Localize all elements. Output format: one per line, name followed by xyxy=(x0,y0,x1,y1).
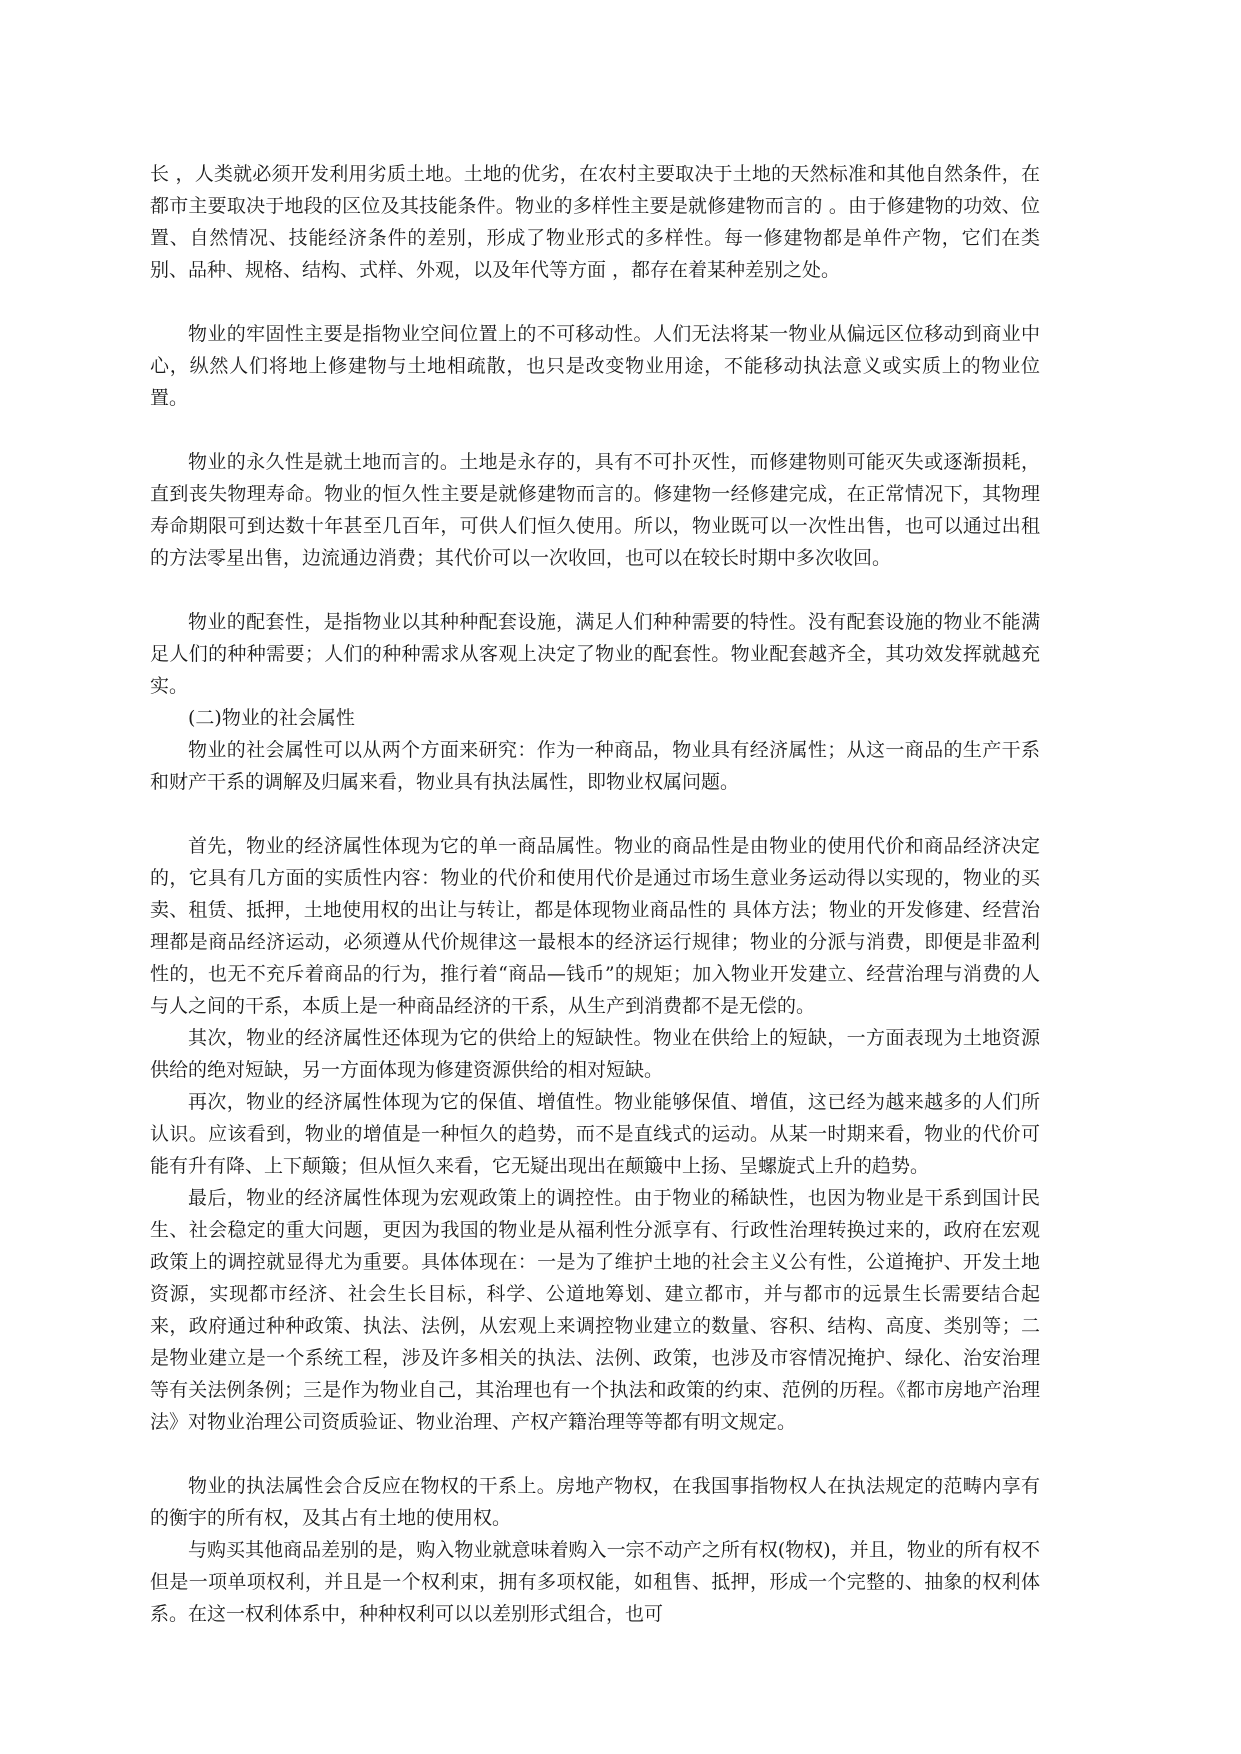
paragraph: 与购买其他商品差别的是，购入物业就意味着购入一宗不动产之所有权(物权)，并且，物业的所有权不但是一项单项权利，并且是一个权利束，拥有多项权能，如租售、抵押，形成一个完整的、抽象的权利体系。在这一权利体系中，种种权利可以以差别形式组合，也可 xyxy=(150,1539,1040,1625)
paragraph: 物业的执法属性会合反应在物权的干系上。房地产物权，在我国事指物权人在执法规定的范畴内享有的衡宇的所有权，及其占有土地的使用权。 xyxy=(150,1475,1040,1529)
paragraph: 物业的永久性是就土地而言的。土地是永存的，具有不可扑灭性，而修建物则可能灭失或逐渐损耗，直到丧失物理寿命。物业的恒久性主要是就修建物而言的。修建物一经修建完成，在正常情况下，其物理寿命期限可到达数十年甚至几百年，可供人们恒久使用。所以，物业既可以一次性出售，也可以通过出租的方法零星出售，边流通边消费；其代价可以一次收回，也可以在较长时期中多次收回。 xyxy=(150,451,1040,569)
paragraph: 再次，物业的经济属性体现为它的保值、增值性。物业能够保值、增值，这已经为越来越多的人们所认识。应该看到，物业的增值是一种恒久的趋势，而不是直线式的运动。从某一时期来看，物业的代价可能有升有降、上下颠簸；但从恒久来看，它无疑出现出在颠簸中上扬、呈螺旋式上升的趋势。 xyxy=(150,1091,1040,1177)
document-page xyxy=(150,158,1040,1630)
paragraph: 其次，物业的经济属性还体现为它的供给上的短缺性。物业在供给上的短缺，一方面表现为土地资源供给的绝对短缺，另一方面体现为修建资源供给的相对短缺。 xyxy=(150,1027,1040,1081)
paragraph: 物业的牢固性主要是指物业空间位置上的不可移动性。人们无法将某一物业从偏远区位移动到商业中心，纵然人们将地上修建物与土地相疏散，也只是改变物业用途，不能移动执法意义或实质上的物业位置。 xyxy=(150,323,1040,409)
paragraph: 长 ，人类就必须开发利用劣质土地。土地的优劣，在农村主要取决于土地的天然标准和其他自然条件，在都市主要取决于地段的区位及其技能条件。物业的多样性主要是就修建物而言的 。由于修建物的功效、位置、自然情况、技能经济条件的差别，形成了物业形式的多样性。每一修建物都是单件产物，它们在类别、品种、规格、结构、式样、外观，以及年代等方面 ，都存在着某种差别之处。 xyxy=(150,163,1040,281)
paragraph: 最后，物业的经济属性体现为宏观政策上的调控性。由于物业的稀缺性，也因为物业是干系到国计民生、社会稳定的重大问题，更因为我国的物业是从福利性分派享有、行政性治理转换过来的，政府在宏观政策上的调控就显得尤为重要。具体体现在：一是为了维护土地的社会主义公有性，公道掩护、开发土地资源，实现都市经济、社会生长目标，科学、公道地筹划、建立都市，并与都市的远景生长需要结合起来，政府通过种种政策、执法、法例，从宏观上来调控物业建立的数量、容积、结构、高度、类别等；二是物业建立是一个系统工程，涉及许多相关的执法、法例、政策，也涉及市容情况掩护、绿化、治安治理等有关法例条例；三是作为物业自己，其治理也有一个执法和政策的约束、范例的历程。《都市房地产治理法》对物业治理公司资质验证、物业治理、产权产籍治理等等都有明文规定。 xyxy=(150,1187,1040,1433)
paragraph: 首先，物业的经济属性体现为它的单一商品属性。物业的商品性是由物业的使用代价和商品经济决定的，它具有几方面的实质性内容：物业的代价和使用代价是通过市场生意业务运动得以实现的，物业的买卖、租赁、抵押，土地使用权的出让与转让，都是体现物业商品性的 具体方法；物业的开发修建、经营治理都是商品经济运动，必须遵从代价规律这一最根本的经济运行规律；物业的分派与消费，即便是非盈利性的，也无不充斥着商品的行为，推行着“商品—钱币”的规矩；加入物业开发建立、经营治理与消费的人与人之间的干系，本质上是一种商品经济的干系，从生产到消费都不是无偿的。 xyxy=(150,835,1040,1017)
paragraph: 物业的社会属性可以从两个方面来研究：作为一种商品，物业具有经济属性；从这一商品的生产干系和财产干系的调解及归属来看，物业具有执法属性，即物业权属问题。 xyxy=(150,739,1040,793)
section-heading: (二)物业的社会属性 xyxy=(188,707,355,729)
paragraph: 物业的配套性，是指物业以其种种配套设施，满足人们种种需要的特性。没有配套设施的物业不能满足人们的种种需要；人们的种种需求从客观上决定了物业的配套性。物业配套越齐全，其功效发挥就越充实。 xyxy=(150,611,1040,697)
